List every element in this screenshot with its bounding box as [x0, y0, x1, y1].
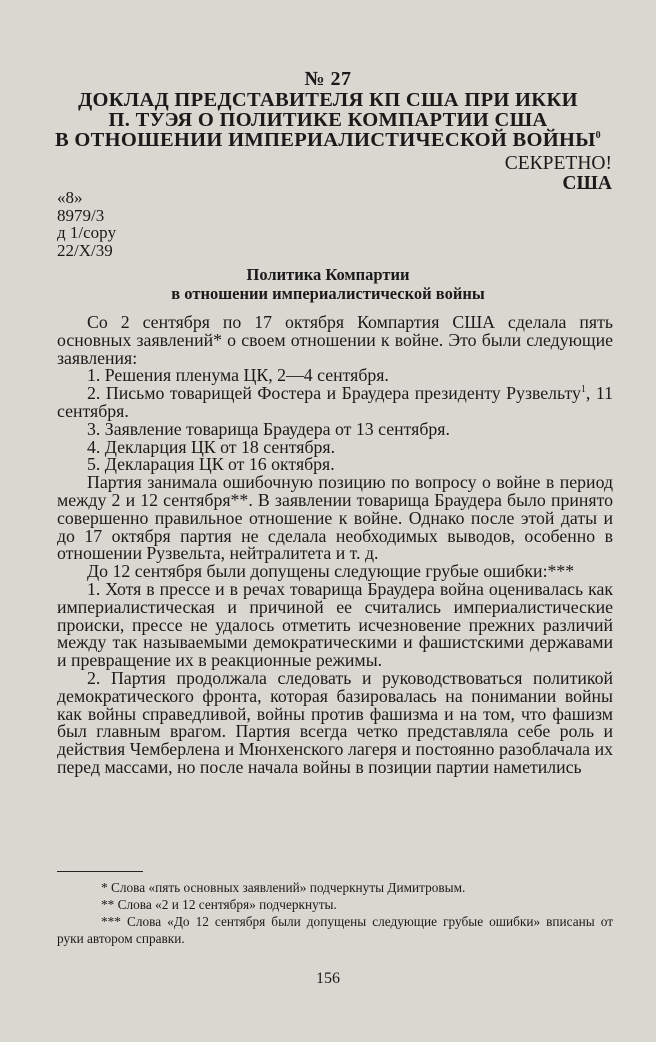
- archive-line: «8»: [57, 188, 83, 207]
- archive-reference: [57, 189, 116, 259]
- document-title: [50, 90, 606, 150]
- footnote-divider: [57, 871, 143, 872]
- title-line: ДОКЛАД ПРЕДСТАВИТЕЛЯ КП США ПРИ ИККИ: [78, 89, 578, 111]
- footnote: ** Слова «2 и 12 сентября» подчеркнуты.: [101, 897, 337, 912]
- paragraph: Партия занимала ошибочную позицию по вопросу о войне в период между 2 и 12 сентября**. В заявлении товарища Браудера было принято совершенно правильное отношение к войне. Однако после этой даты и до 17 октября партия не сделала необходимых выводов, особенно в отношении Рузвельта, нейтралитета и т. д.: [57, 472, 613, 564]
- footnote: * Слова «пять основных заявлений» подчеркнуты Димитровым.: [101, 880, 466, 895]
- archive-line: 22/X/39: [57, 240, 113, 260]
- secret-stamp: СЕКРЕТНО!: [504, 153, 612, 174]
- list-item-text: , 11 сентября.: [57, 383, 613, 421]
- footnotes: [57, 879, 613, 947]
- body-text: [57, 314, 613, 777]
- document-number: № 27: [304, 68, 352, 90]
- title-line-text: В ОТНОШЕНИИ ИМПЕРИАЛИСТИЧЕСКОЙ ВОЙНЫ: [55, 129, 596, 151]
- title-line: П. ТУЭЯ О ПОЛИТИКЕ КОМПАРТИИ США: [108, 109, 548, 131]
- subtitle-line: в отношении империалистической войны: [171, 284, 485, 303]
- paragraph: 1. Хотя в прессе и в речах товарища Браудера война оценивалась как империалистическая и причиной ее считались империалистические происки, прессе не удалось отметить исчезновение прежних различий между так называемыми демократическими и фашистскими державами и превращение их в реакционные режимы.: [57, 578, 613, 671]
- archive-line: 8979/3: [57, 205, 105, 225]
- list-item: 5. Декларация ЦК от 16 октября.: [87, 454, 335, 475]
- paragraph: Со 2 сентября по 17 октября Компартия США сделала пять основных заявлений* о своем отношении к войне. Это были следующие заявления:: [57, 312, 613, 368]
- list-item: 1. Решения пленума ЦК, 2—4 сентября.: [87, 365, 389, 386]
- footnote-mark: 1: [580, 384, 586, 396]
- page-number: 156: [316, 970, 340, 987]
- footnote: *** Слова «До 12 сентября были допущены следующие грубые ошибки» вписаны от руки автором справки.: [57, 914, 613, 946]
- list-item: [57, 385, 613, 421]
- archive-line: д 1/copy: [57, 223, 117, 242]
- title-line: [50, 130, 606, 150]
- list-item-text: 2. Письмо товарищей Фостера и Браудера президенту Рузвельту: [87, 383, 581, 404]
- section-subtitle: [0, 265, 656, 303]
- title-footnote-mark: 0: [595, 130, 601, 142]
- paragraph: До 12 сентября были допущены следующие грубые ошибки:***: [87, 561, 575, 582]
- list-item: 3. Заявление товарища Браудера от 13 сентября.: [87, 418, 450, 439]
- list-item: 4. Декларция ЦК от 18 сентября.: [87, 436, 336, 457]
- paragraph: 2. Партия продолжала следовать и руководствоваться политикой демократического фронта, которая базировалась на понимании войны как войны справедливой, войны против фашизма и на том, что фашизм был главным врагом. Партия всегда четко представляла себе роль и действия Чемберлена и Мюнхенского лагеря и постоянно разоблачала их перед массами, но после начала войны в позиции партии наметились: [57, 667, 613, 777]
- subtitle-line: Политика Компартии: [246, 265, 410, 284]
- country-label: США: [562, 173, 612, 194]
